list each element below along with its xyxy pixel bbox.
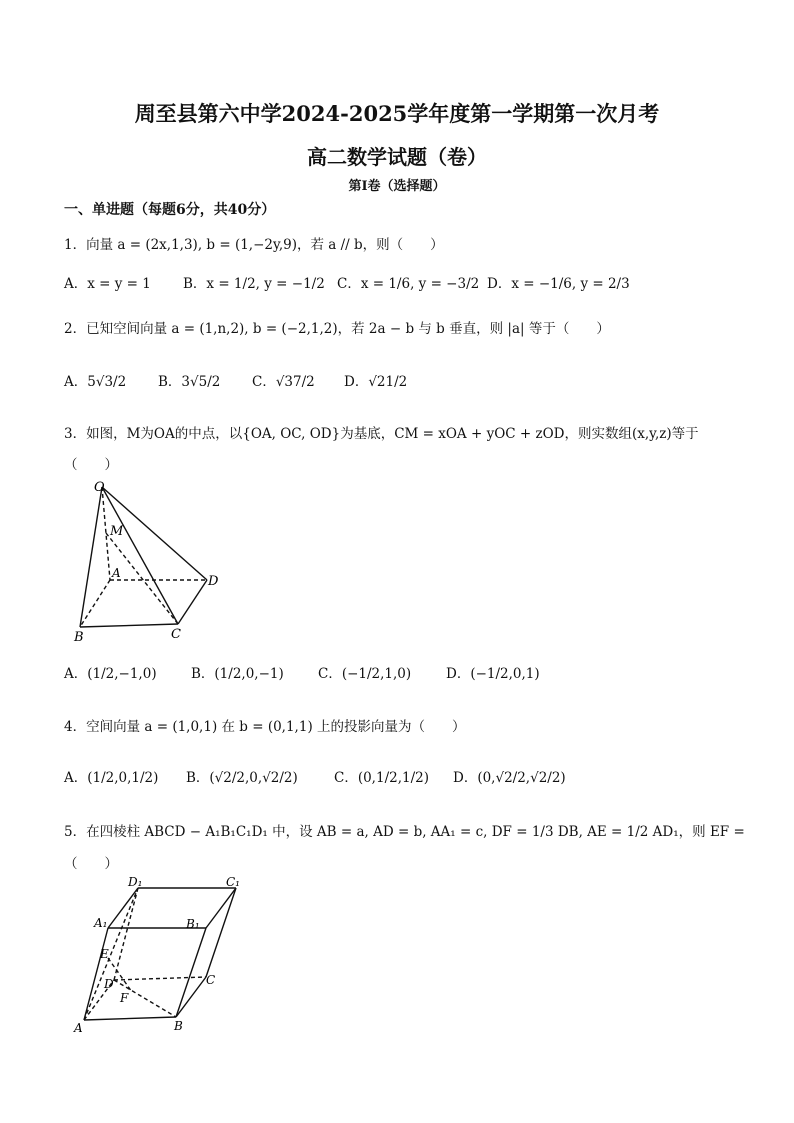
question-1-stem: 1．向量 a = (2x,1,3), b = (1,−2y,9)，若 a // b，则（ ） — [64, 237, 444, 253]
question-2-option-c: C．√37/2 — [252, 374, 315, 390]
label-B: B — [174, 1019, 183, 1033]
question-2-option-a: A．5√3/2 — [64, 374, 127, 390]
pyramid-figure — [70, 475, 230, 645]
label-D: D — [104, 977, 114, 991]
question-4-option-b: B．(√2/2,0,√2/2) — [186, 770, 298, 786]
question-4-option-c: C．(0,1/2,1/2) — [334, 770, 429, 786]
label-C: C — [171, 627, 181, 642]
label-B: B — [74, 630, 84, 645]
question-2-stem: 2．已知空间向量 a = (1,n,2), b = (−2,1,2)，若 2a − b 与 b 垂直，则 |a| 等于（ ） — [64, 321, 610, 337]
question-1-option-c: C．x = 1/6, y = −3/2 — [337, 276, 480, 292]
question-4-stem: 4．空间向量 a = (1,0,1) 在 b = (0,1,1) 上的投影向量为（ ） — [64, 719, 466, 735]
label-B1: B₁ — [186, 917, 200, 931]
label-A1: A₁ — [94, 916, 108, 930]
question-3-option-d: D．(−1/2,0,1) — [446, 666, 540, 682]
label-F: F — [120, 991, 129, 1005]
question-3-stem-cont: （ ） — [64, 457, 118, 473]
question-1-option-b: B．x = 1/2, y = −1/2 — [183, 276, 325, 292]
question-4-option-a: A．(1/2,0,1/2) — [64, 770, 159, 786]
label-O: O — [94, 480, 105, 495]
question-3-option-b: B．(1/2,0,−1) — [191, 666, 284, 682]
exam-subtitle: 高二数学试题（卷） — [307, 145, 487, 169]
section-heading: 一、单进题（每题6分，共40分） — [64, 202, 276, 218]
label-A: A — [112, 566, 121, 580]
question-3-stem: 3．如图，M为OA的中点，以{OA, OC, OD}为基底，CM = xOA + yOC + zOD，则实数组(x,y,z)等于 — [64, 426, 699, 442]
question-2-option-b: B．3√5/2 — [158, 374, 221, 390]
question-4-option-d: D．(0,√2/2,√2/2) — [453, 770, 566, 786]
label-C1: C₁ — [226, 875, 240, 889]
label-D1: D₁ — [128, 875, 143, 889]
question-1-option-d: D．x = −1/6, y = 2/3 — [487, 276, 630, 292]
label-E: E — [100, 947, 109, 961]
question-1-option-a: A．x = y = 1 — [64, 276, 151, 292]
question-3-option-a: A．(1/2,−1,0) — [64, 666, 157, 682]
exam-title: 周至县第六中学2024-2025学年度第一学期第一次月考 — [134, 101, 660, 126]
volume-label: 第Ⅰ卷（选择题） — [348, 179, 446, 194]
prism-figure — [68, 872, 258, 1037]
label-D: D — [208, 574, 219, 589]
label-M: M — [110, 524, 124, 539]
label-C: C — [206, 973, 216, 987]
question-5-stem-cont: （ ） — [64, 856, 118, 872]
question-2-option-d: D．√21/2 — [344, 374, 408, 390]
label-A: A — [74, 1021, 83, 1035]
question-5-stem: 5．在四棱柱 ABCD − A₁B₁C₁D₁ 中，设 AB = a, AD = b, AA₁ = c, DF = 1/3 DB, AE = 1/2 AD₁，则 EF = — [64, 824, 745, 840]
question-3-option-c: C．(−1/2,1,0) — [318, 666, 412, 682]
